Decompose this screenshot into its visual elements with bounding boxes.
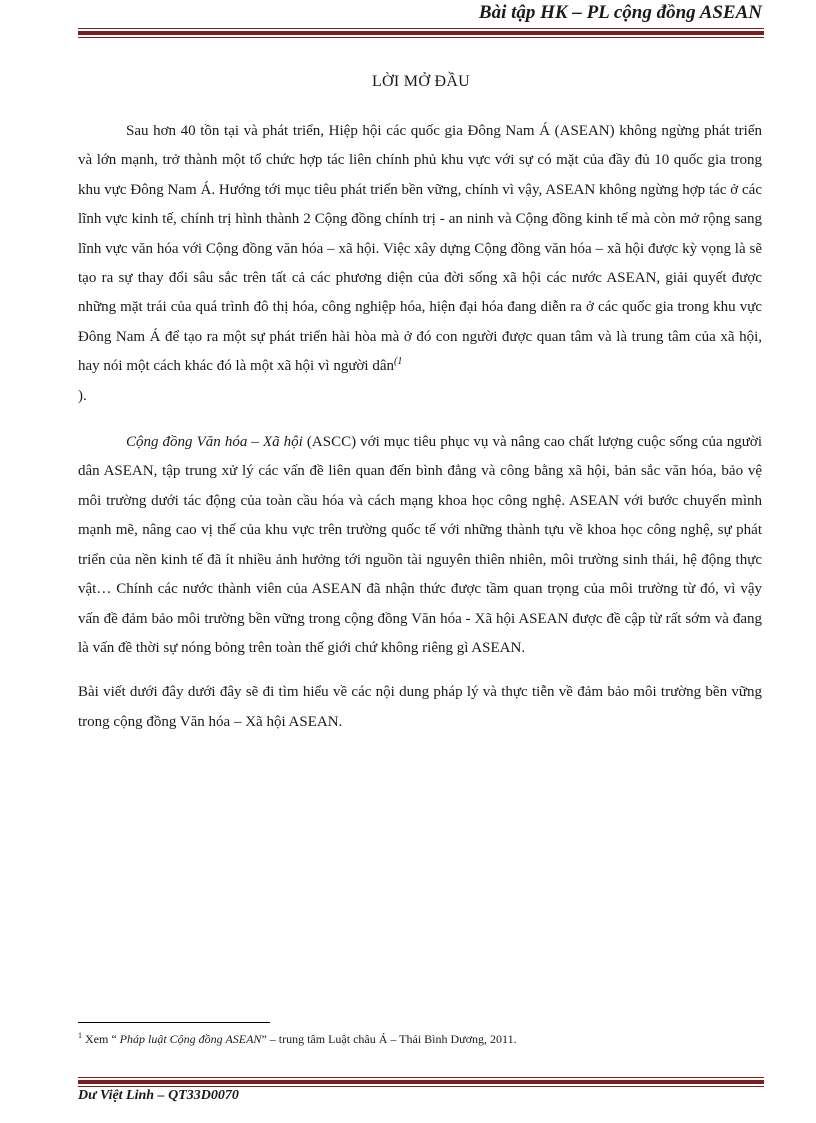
header-title: Bài tập HK – PL cộng đồng ASEAN xyxy=(478,2,762,23)
footnote-reference[interactable]: (1 xyxy=(394,356,403,368)
footnote-number: 1 xyxy=(78,1031,82,1040)
body-text xyxy=(78,117,762,737)
paragraph-ascc xyxy=(78,428,762,663)
footnote-prefix: Xem “ xyxy=(82,1032,120,1046)
paragraph-ascc-text: (ASCC) với mục tiêu phục vụ và nâng cao chất lượng cuộc sống của người dân ASEAN, tập trung xử lý các vấn đề liên quan đến bình đẳng và công bằng xã hội, bản sắc văn hóa, bảo vệ môi trường dưới tác động của toàn cầu hóa và cách mạng khoa học công nghệ. ASEAN với bước chuyển mình mạnh mẽ, nâng cao vị thế của khu vực trên trường quốc tế với những thành tựu về khoa học công nghệ, sự phát triển của nền kinh tế đã ít nhiều ảnh hưởng tới nguồn tài nguyên thiên nhiên, môi trường sinh thái, hệ động thực vật… Chính các nước thành viên của ASEAN đã nhận thức được tầm quan trọng của môi trường từ đó, vì vậy vấn đề đảm bảo môi trường bền vững trong cộng đồng Văn hóa - Xã hội ASEAN được đề cập từ rất sớm và đang là vấn đề thời sự nóng bỏng trên toàn thế giới chứ không riêng gì ASEAN. xyxy=(78,434,762,656)
footnote-separator xyxy=(78,1022,270,1023)
page-heading: LỜI MỞ ĐẦU xyxy=(371,73,471,90)
header-rule xyxy=(78,28,764,38)
paragraph-ascc-lead: Cộng đồng Văn hóa – Xã hội xyxy=(126,434,303,451)
footer-rule xyxy=(78,1077,764,1087)
footnote-suffix: ” – trung tâm Luật châu Á – Thái Bình Dương, 2011. xyxy=(261,1032,517,1046)
footnote-source-title: Pháp luật Cộng đồng ASEAN xyxy=(119,1032,262,1046)
paragraph-purpose: Bài viết dưới đây dưới đây sẽ đi tìm hiểu về các nội dung pháp lý và thực tiễn về đảm bảo môi trường bền vững trong cộng đồng Văn hóa – Xã hội ASEAN. xyxy=(78,684,762,730)
paragraph-intro xyxy=(78,117,762,411)
footer-author: Dư Việt Linh – QT33D0070 xyxy=(78,1088,239,1103)
footnote xyxy=(78,1031,764,1047)
paragraph-intro-tail: ). xyxy=(78,387,87,404)
paragraph-intro-text: Sau hơn 40 tồn tại và phát triển, Hiệp hội các quốc gia Đông Nam Á (ASEAN) không ngừng phát triển và lớn mạnh, trở thành một tổ chức hợp tác liên chính phủ khu vực với sự có mặt của đầy đủ 10 quốc gia trong khu vực Đông Nam Á. Hướng tới mục tiêu phát triển bền vững, chính vì vậy, ASEAN không ngừng hợp tác ở các lĩnh vực kinh tế, chính trị hình thành 2 Cộng đồng chính trị - an ninh và Cộng đồng kinh tế mà còn mở rộng sang lĩnh vực văn hóa với Cộng đồng văn hóa – xã hội. Việc xây dựng Cộng đồng văn hóa – xã hội được kỳ vọng là sẽ tạo ra sự thay đổi sâu sắc trên tất cả các phương diện của đời sống xã hội các nước ASEAN, giải quyết được những mặt trái của quá trình đô thị hóa, công nghiệp hóa, hiện đại hóa đang diễn ra ở các quốc gia trong khu vực Đông Nam Á để tạo ra một sự phát triển hài hòa mà ở đó con người được quan tâm và là trung tâm của xã hội, hay nói một cách khác đó là một xã hội vì người dân xyxy=(78,123,762,375)
